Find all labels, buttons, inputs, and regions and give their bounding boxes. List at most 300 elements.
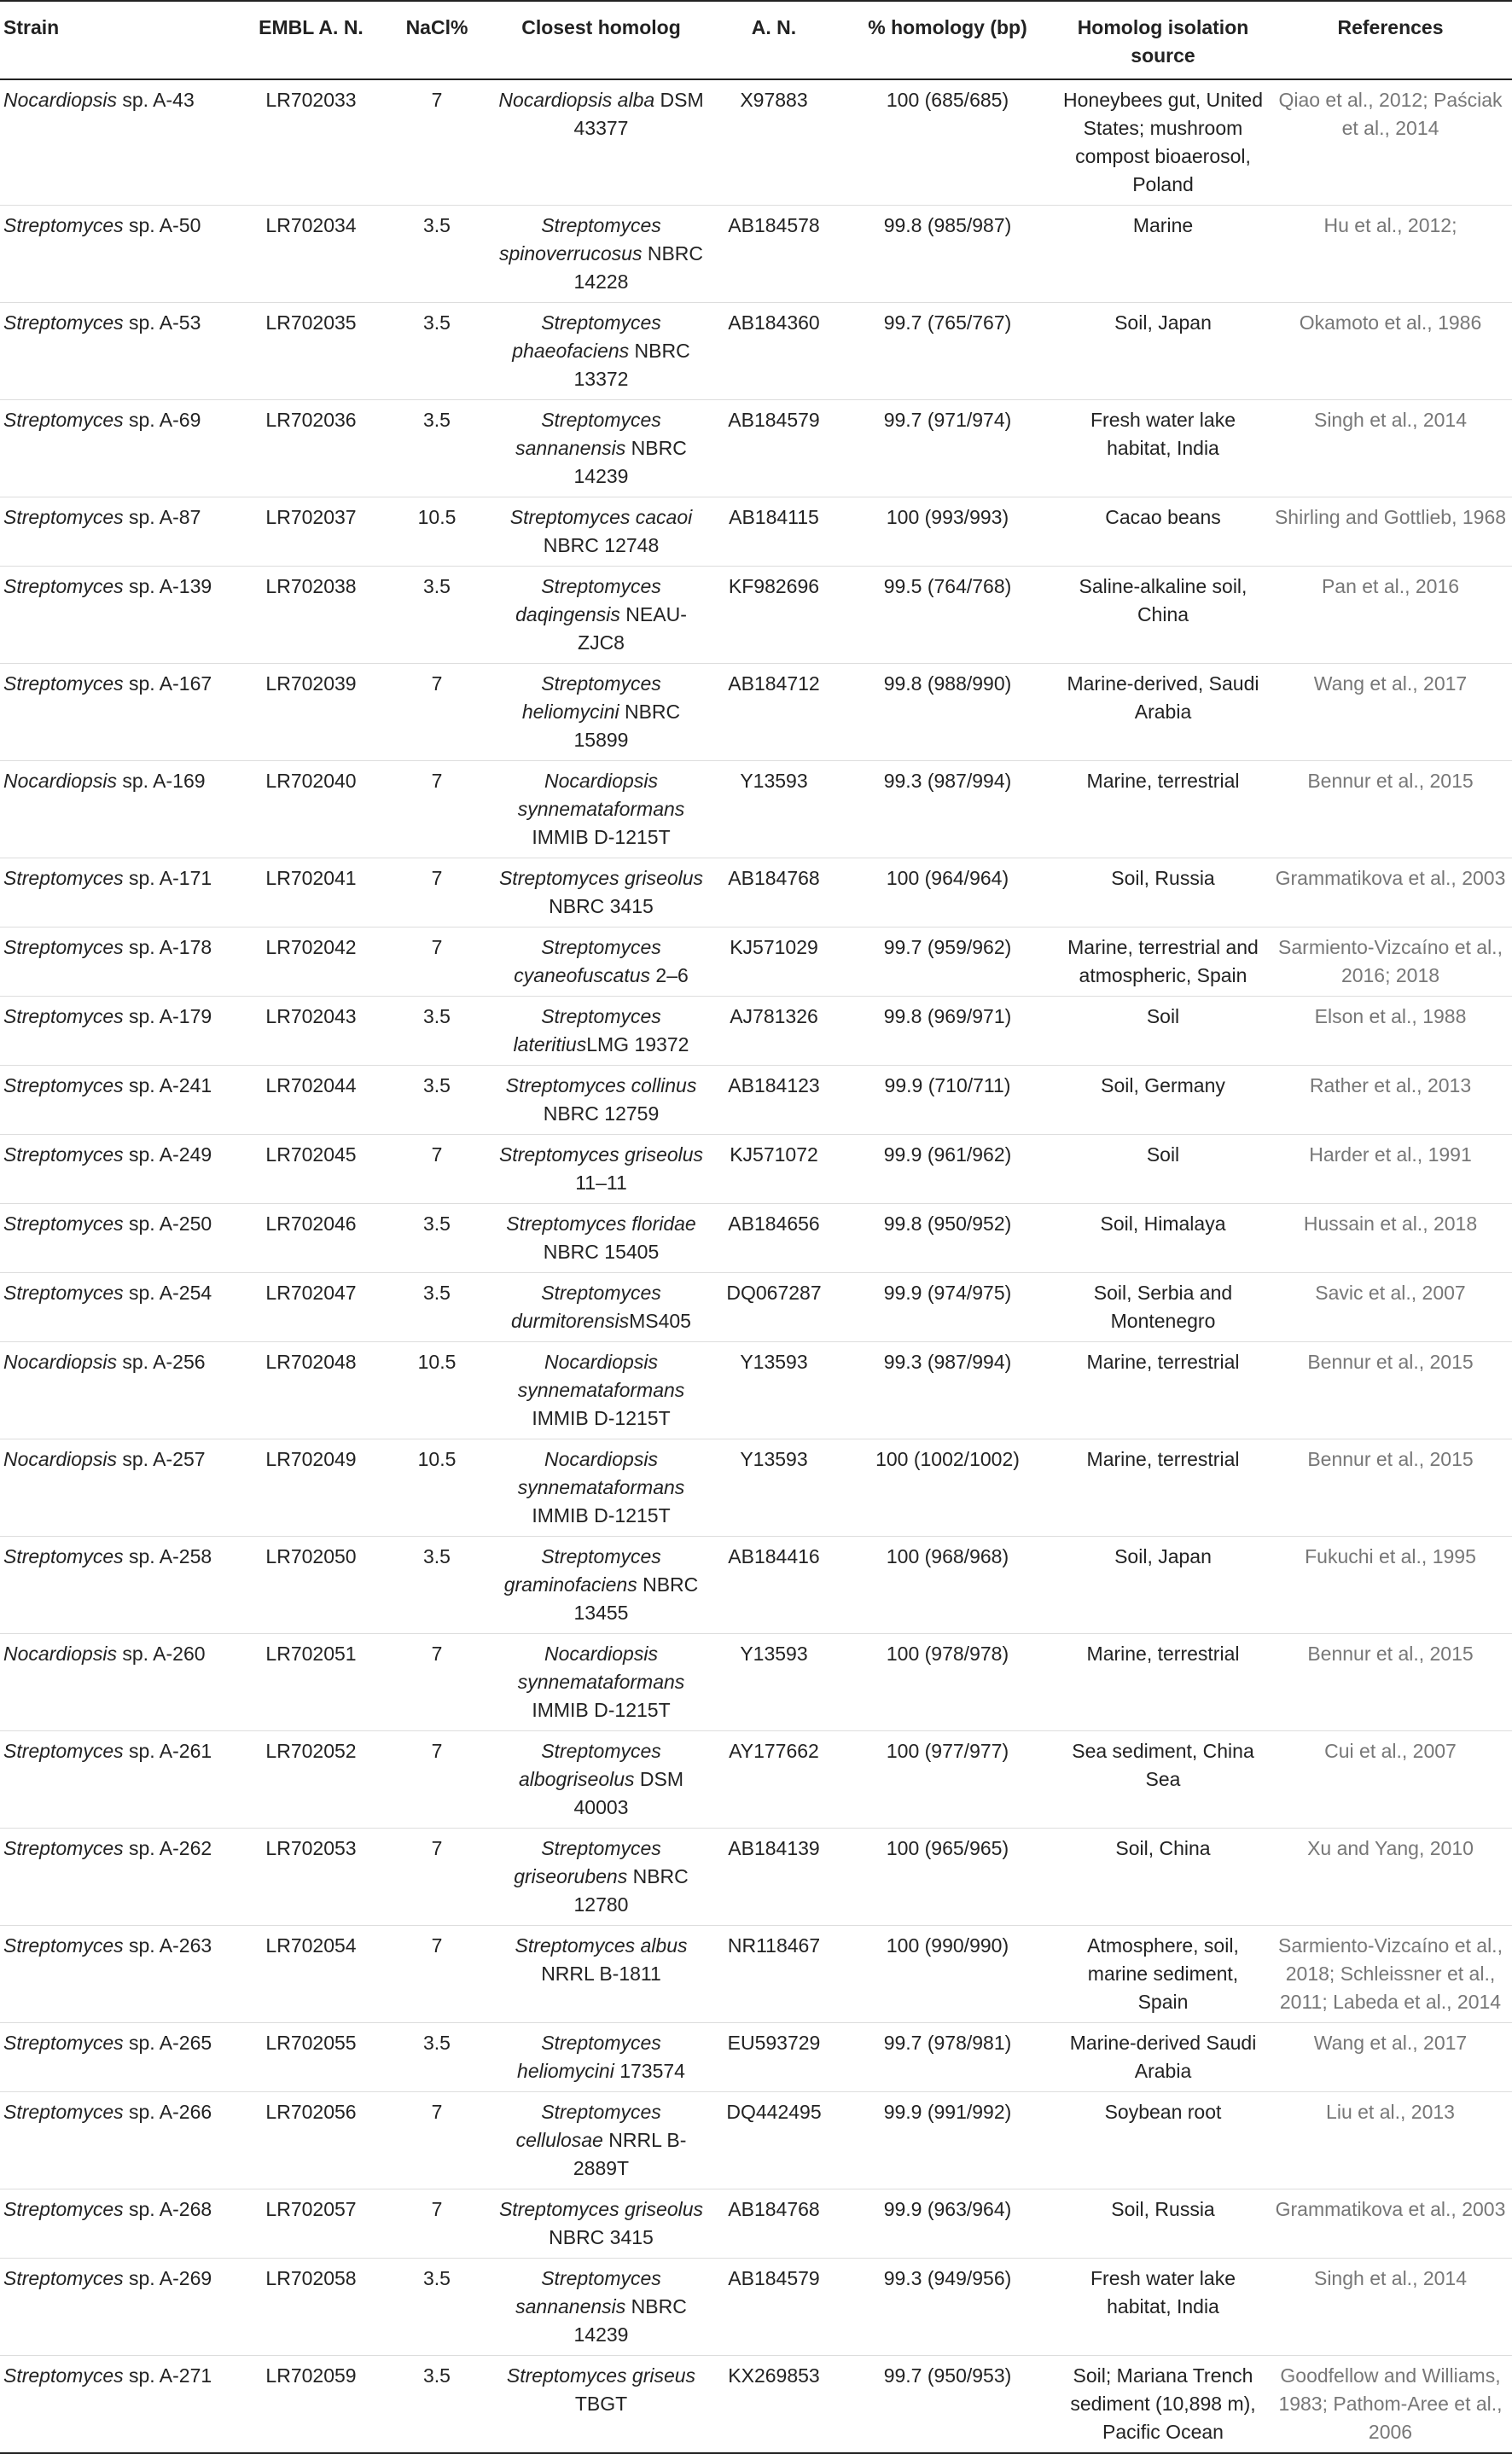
homolog-species: Streptomyces lateritius (513, 1005, 661, 1055)
table-row (0, 858, 1512, 928)
isolation-source: Soil, Germany (1101, 1074, 1225, 1096)
isolation-source: Soil (1146, 1143, 1180, 1166)
accession-cell (710, 997, 838, 1066)
reference-link: Bennur et al., 2015 (1307, 770, 1474, 792)
homolog-strain: NBRC 12759 (543, 1102, 660, 1125)
homolog-strain: NBRC 14239 (573, 437, 687, 487)
homolog-accession: AB184115 (729, 506, 819, 528)
strain-id: sp. A-171 (123, 867, 212, 889)
nacl-cell (381, 1273, 492, 1342)
reference-cell (1269, 303, 1512, 400)
homolog-species: Nocardiopsis synnemataformans (517, 1448, 685, 1498)
homolog-accession: AB184768 (728, 867, 820, 889)
nacl-value: 7 (431, 1837, 443, 1859)
nacl-cell (381, 1135, 492, 1204)
homology-cell (838, 1135, 1057, 1204)
homology-value: 100 (1002/1002) (875, 1448, 1020, 1470)
isolation-source: Soil, Japan (1114, 1545, 1212, 1567)
strain-genus: Streptomyces (3, 1545, 124, 1567)
homolog-accession: AB184712 (728, 672, 820, 695)
homolog-species: Streptomyces heliomycini (521, 672, 661, 723)
embl-accession: LR702050 (265, 1545, 357, 1567)
accession-cell (710, 1066, 838, 1135)
embl-cell (241, 2259, 381, 2356)
homolog-species: Streptomyces griseorubens (514, 1837, 661, 1887)
source-cell (1057, 2356, 1269, 2454)
homology-cell (838, 1731, 1057, 1829)
homolog-cell (492, 1066, 710, 1135)
homology-value: 100 (978/978) (886, 1643, 1009, 1665)
homolog-strain: IMMIB D-1215T (532, 826, 671, 848)
reference-cell (1269, 1537, 1512, 1634)
homolog-strain: NBRC 13455 (573, 1573, 699, 1624)
source-cell (1057, 928, 1269, 997)
reference-link: Fukuchi et al., 1995 (1305, 1545, 1476, 1567)
strain-cell (0, 1135, 241, 1204)
homology-value: 99.7 (978/981) (883, 2032, 1012, 2054)
reference-cell (1269, 1829, 1512, 1926)
embl-accession: LR702049 (265, 1448, 357, 1470)
homolog-accession: AB184360 (728, 311, 820, 334)
reference-cell (1269, 497, 1512, 567)
homolog-cell (492, 1342, 710, 1439)
accession-cell (710, 79, 838, 206)
homolog-accession: KF982696 (728, 575, 820, 597)
strain-cell (0, 858, 241, 928)
strain-cell (0, 664, 241, 761)
isolation-source: Atmosphere, soil, marine sediment, Spain (1087, 1934, 1239, 2013)
nacl-value: 7 (431, 1934, 443, 1957)
reference-link: Wang et al., 2017 (1313, 672, 1468, 695)
nacl-value: 10.5 (417, 1351, 457, 1373)
reference-cell (1269, 2023, 1512, 2092)
reference-link: Rather et al., 2013 (1309, 1074, 1472, 1096)
homolog-strain: IMMIB D-1215T (532, 1699, 671, 1721)
accession-cell (710, 567, 838, 664)
homolog-accession: DQ442495 (726, 2101, 822, 2123)
strain-id: sp. A-257 (116, 1448, 206, 1470)
homology-value: 99.7 (971/974) (883, 409, 1012, 431)
homology-cell (838, 664, 1057, 761)
homolog-strain: NBRC 3415 (549, 895, 654, 917)
nacl-cell (381, 1634, 492, 1731)
homolog-species: Streptomyces collinus (505, 1074, 697, 1096)
homolog-cell (492, 2023, 710, 2092)
homolog-species: Streptomyces cyaneofuscatus (514, 936, 661, 986)
strain-genus: Streptomyces (3, 1934, 124, 1957)
embl-cell (241, 303, 381, 400)
nacl-value: 7 (431, 1740, 443, 1762)
accession-cell (710, 497, 838, 567)
header-homology: % homology (bp) (838, 1, 1057, 79)
embl-cell (241, 1273, 381, 1342)
homolog-species: Streptomyces albogriseolus (518, 1740, 661, 1790)
strain-id: sp. A-167 (123, 672, 212, 695)
strain-cell (0, 928, 241, 997)
strain-genus: Streptomyces (3, 1212, 124, 1235)
reference-link: Bennur et al., 2015 (1307, 1448, 1474, 1470)
homolog-cell (492, 1273, 710, 1342)
embl-accession: LR702046 (265, 1212, 357, 1235)
nacl-cell (381, 1731, 492, 1829)
homolog-accession: KJ571072 (730, 1143, 818, 1166)
accession-cell (710, 664, 838, 761)
reference-cell (1269, 2356, 1512, 2454)
embl-accession: LR702051 (265, 1643, 357, 1665)
homolog-accession: EU593729 (727, 2032, 821, 2054)
isolation-source: Soil (1146, 1005, 1180, 1027)
reference-link: Elson et al., 1988 (1314, 1005, 1467, 1027)
homolog-species: Streptomyces griseolus (498, 867, 704, 889)
embl-cell (241, 1926, 381, 2023)
table-row (0, 303, 1512, 400)
nacl-cell (381, 997, 492, 1066)
homolog-accession: Y13593 (740, 1351, 808, 1373)
homolog-accession: Y13593 (740, 1643, 808, 1665)
source-cell (1057, 1634, 1269, 1731)
homology-value: 99.8 (985/987) (883, 214, 1012, 236)
embl-accession: LR702055 (265, 2032, 357, 2054)
nacl-cell (381, 858, 492, 928)
accession-cell (710, 1829, 838, 1926)
homolog-cell (492, 1926, 710, 2023)
strain-cell (0, 761, 241, 858)
homolog-strain: NBRC 15405 (543, 1241, 660, 1263)
nacl-value: 7 (431, 867, 443, 889)
strain-cell (0, 206, 241, 303)
reference-cell (1269, 664, 1512, 761)
homolog-cell (492, 400, 710, 497)
homology-cell (838, 1204, 1057, 1273)
source-cell (1057, 1537, 1269, 1634)
header-isolation-source: Homolog isolation source (1057, 1, 1269, 79)
reference-link: Savic et al., 2007 (1315, 1282, 1466, 1304)
embl-cell (241, 858, 381, 928)
reference-cell (1269, 1926, 1512, 2023)
reference-link: Grammatikova et al., 2003 (1275, 867, 1506, 889)
homolog-accession: Y13593 (740, 1448, 808, 1470)
accession-cell (710, 928, 838, 997)
homology-cell (838, 206, 1057, 303)
homology-value: 99.3 (987/994) (883, 770, 1012, 792)
strain-id: sp. A-43 (116, 89, 195, 111)
reference-link: Liu et al., 2013 (1326, 2101, 1455, 2123)
embl-accession: LR702057 (265, 2198, 357, 2220)
strain-cell (0, 2092, 241, 2189)
strain-id: sp. A-263 (123, 1934, 212, 1957)
embl-cell (241, 206, 381, 303)
embl-cell (241, 1066, 381, 1135)
table-row (0, 1204, 1512, 1273)
table-row (0, 400, 1512, 497)
reference-cell (1269, 1731, 1512, 1829)
header-strain: Strain (0, 1, 241, 79)
accession-cell (710, 1634, 838, 1731)
embl-cell (241, 2356, 381, 2454)
table-row (0, 1273, 1512, 1342)
isolation-source: Honeybees gut, United States; mushroom compost bioaerosol, Poland (1063, 89, 1263, 195)
homology-cell (838, 1273, 1057, 1342)
homolog-cell (492, 1537, 710, 1634)
strain-genus: Nocardiopsis (3, 1351, 117, 1373)
homology-value: 100 (965/965) (886, 1837, 1009, 1859)
homolog-strain: DSM 43377 (573, 89, 704, 139)
reference-link: Cui et al., 2007 (1324, 1740, 1457, 1762)
homolog-species: Nocardiopsis synnemataformans (517, 1351, 685, 1401)
reference-cell (1269, 997, 1512, 1066)
homology-cell (838, 761, 1057, 858)
nacl-value: 3.5 (423, 2032, 451, 2054)
embl-cell (241, 664, 381, 761)
homology-value: 99.7 (765/767) (883, 311, 1012, 334)
isolation-source: Soil, China (1115, 1837, 1211, 1859)
table-row (0, 1926, 1512, 2023)
embl-accession: LR702041 (265, 867, 357, 889)
homolog-strain: NRRL B-1811 (541, 1963, 661, 1985)
nacl-cell (381, 567, 492, 664)
homolog-cell (492, 928, 710, 997)
homolog-cell (492, 2092, 710, 2189)
strain-id: sp. A-258 (123, 1545, 212, 1567)
isolation-source: Marine, terrestrial (1086, 1643, 1240, 1665)
strain-genus: Nocardiopsis (3, 770, 117, 792)
embl-cell (241, 1135, 381, 1204)
nacl-value: 3.5 (423, 2267, 451, 2289)
source-cell (1057, 2259, 1269, 2356)
homology-value: 99.8 (950/952) (883, 1212, 1012, 1235)
homolog-cell (492, 2356, 710, 2454)
embl-cell (241, 2023, 381, 2092)
homology-value: 99.7 (959/962) (883, 936, 1012, 958)
reference-cell (1269, 761, 1512, 858)
isolation-source: Soil; Mariana Trench sediment (10,898 m), Pacific Ocean (1070, 2364, 1256, 2443)
homology-cell (838, 1537, 1057, 1634)
accession-cell (710, 2092, 838, 2189)
nacl-cell (381, 664, 492, 761)
header-accession: A. N. (710, 1, 838, 79)
homology-value: 99.7 (950/953) (883, 2364, 1012, 2387)
table-row (0, 997, 1512, 1066)
header-references: References (1269, 1, 1512, 79)
strain-genus: Streptomyces (3, 867, 124, 889)
embl-accession: LR702056 (265, 2101, 357, 2123)
homolog-species: Streptomyces cellulosae (515, 2101, 661, 2151)
homolog-cell (492, 761, 710, 858)
embl-cell (241, 1634, 381, 1731)
accession-cell (710, 761, 838, 858)
reference-link: Bennur et al., 2015 (1307, 1351, 1474, 1373)
source-cell (1057, 400, 1269, 497)
homolog-accession: AB184578 (728, 214, 820, 236)
nacl-value: 7 (431, 2101, 443, 2123)
homology-cell (838, 79, 1057, 206)
strain-cell (0, 2189, 241, 2259)
homolog-strain: MS405 (629, 1310, 691, 1332)
table-row (0, 1135, 1512, 1204)
source-cell (1057, 497, 1269, 567)
homology-cell (838, 1342, 1057, 1439)
table-row (0, 2092, 1512, 2189)
reference-link: Singh et al., 2014 (1313, 409, 1468, 431)
strain-id: sp. A-241 (123, 1074, 212, 1096)
accession-cell (710, 1273, 838, 1342)
homolog-strain: LMG 19372 (586, 1033, 689, 1055)
isolation-source: Fresh water lake habitat, India (1090, 2267, 1236, 2317)
reference-cell (1269, 567, 1512, 664)
embl-cell (241, 400, 381, 497)
embl-accession: LR702033 (265, 89, 357, 111)
homolog-strain: NBRC 12748 (543, 534, 660, 556)
embl-accession: LR702040 (265, 770, 357, 792)
reference-link: Harder et al., 1991 (1309, 1143, 1472, 1166)
homolog-strain: NBRC 14239 (573, 2295, 687, 2346)
reference-link: Sarmiento-Vizcaíno et al., 2018; Schleissner et al., 2011; Labeda et al., 2014 (1278, 1934, 1503, 2013)
table-row (0, 1731, 1512, 1829)
source-cell (1057, 997, 1269, 1066)
header-embl: EMBL A. N. (241, 1, 381, 79)
strain-id: sp. A-268 (123, 2198, 212, 2220)
homology-cell (838, 2356, 1057, 2454)
nacl-value: 10.5 (417, 1448, 457, 1470)
table-row (0, 1066, 1512, 1135)
reference-cell (1269, 79, 1512, 206)
nacl-value: 7 (431, 89, 443, 111)
homology-cell (838, 1066, 1057, 1135)
embl-cell (241, 497, 381, 567)
homolog-species: Streptomyces sannanensis (515, 2267, 661, 2317)
homolog-strain: IMMIB D-1215T (532, 1504, 671, 1526)
homolog-species: Streptomyces daqingensis (515, 575, 661, 625)
accession-cell (710, 858, 838, 928)
homolog-strain: 2–6 (650, 964, 689, 986)
isolation-source: Soil, Serbia and Montenegro (1093, 1282, 1233, 1332)
nacl-cell (381, 2189, 492, 2259)
embl-cell (241, 997, 381, 1066)
homology-value: 100 (977/977) (886, 1740, 1009, 1762)
embl-cell (241, 567, 381, 664)
homolog-strain: 11–11 (575, 1172, 627, 1194)
homolog-accession: AB184416 (728, 1545, 820, 1567)
strain-cell (0, 1066, 241, 1135)
source-cell (1057, 79, 1269, 206)
homology-cell (838, 303, 1057, 400)
table-row (0, 2356, 1512, 2454)
embl-accession: LR702045 (265, 1143, 357, 1166)
homolog-cell (492, 1439, 710, 1537)
strain-id: sp. A-50 (123, 214, 201, 236)
homolog-species: Streptomyces graminofaciens (503, 1545, 661, 1596)
strain-id: sp. A-265 (123, 2032, 212, 2054)
nacl-cell (381, 1066, 492, 1135)
accession-cell (710, 1731, 838, 1829)
strain-genus: Streptomyces (3, 506, 124, 528)
reference-link: Bennur et al., 2015 (1307, 1643, 1474, 1665)
embl-accession: LR702034 (265, 214, 357, 236)
homolog-species: Streptomyces albus (515, 1934, 688, 1957)
header-nacl: NaCl% (381, 1, 492, 79)
strain-genus: Nocardiopsis (3, 1448, 117, 1470)
nacl-value: 3.5 (423, 1005, 451, 1027)
embl-accession: LR702054 (265, 1934, 357, 1957)
source-cell (1057, 761, 1269, 858)
nacl-cell (381, 2092, 492, 2189)
homolog-accession: AB184579 (728, 409, 820, 431)
homolog-strain: NEAU-ZJC8 (578, 603, 687, 654)
strain-cell (0, 2259, 241, 2356)
nacl-cell (381, 79, 492, 206)
homology-cell (838, 2189, 1057, 2259)
strain-id: sp. A-178 (123, 936, 212, 958)
homology-value: 99.9 (991/992) (883, 2101, 1012, 2123)
source-cell (1057, 1273, 1269, 1342)
homolog-species: Streptomyces sannanensis (515, 409, 661, 459)
homolog-cell (492, 1634, 710, 1731)
reference-cell (1269, 2189, 1512, 2259)
homolog-accession: AB184123 (728, 1074, 820, 1096)
nacl-cell (381, 206, 492, 303)
isolation-source: Sea sediment, China Sea (1072, 1740, 1254, 1790)
homolog-cell (492, 1731, 710, 1829)
nacl-value: 7 (431, 770, 443, 792)
isolation-source: Soil, Japan (1114, 311, 1212, 334)
strain-cell (0, 567, 241, 664)
embl-cell (241, 761, 381, 858)
nacl-cell (381, 1342, 492, 1439)
homolog-cell (492, 567, 710, 664)
homolog-accession: AB184139 (728, 1837, 820, 1859)
reference-cell (1269, 858, 1512, 928)
homolog-cell (492, 858, 710, 928)
homology-cell (838, 997, 1057, 1066)
nacl-value: 3.5 (423, 214, 451, 236)
nacl-cell (381, 1829, 492, 1926)
table-row (0, 206, 1512, 303)
embl-cell (241, 1829, 381, 1926)
embl-cell (241, 1439, 381, 1537)
nacl-cell (381, 497, 492, 567)
isolation-source: Fresh water lake habitat, India (1090, 409, 1236, 459)
embl-accession: LR702047 (265, 1282, 357, 1304)
homolog-strain: NBRC 12780 (573, 1865, 689, 1916)
reference-cell (1269, 206, 1512, 303)
embl-cell (241, 1342, 381, 1439)
strain-genus: Streptomyces (3, 2267, 124, 2289)
homolog-accession: X97883 (740, 89, 808, 111)
homolog-accession: KX269853 (728, 2364, 820, 2387)
homolog-species: Nocardiopsis alba (498, 89, 655, 111)
table-row (0, 79, 1512, 206)
homology-cell (838, 2092, 1057, 2189)
homology-cell (838, 497, 1057, 567)
homology-cell (838, 2259, 1057, 2356)
nacl-value: 3.5 (423, 1212, 451, 1235)
accession-cell (710, 2259, 838, 2356)
homolog-species: Streptomyces heliomycini (517, 2032, 661, 2082)
reference-link: Shirling and Gottlieb, 1968 (1274, 506, 1507, 528)
table-body (0, 79, 1512, 2453)
homology-value: 100 (964/964) (886, 867, 1009, 889)
strain-id: sp. A-260 (116, 1643, 206, 1665)
nacl-value: 3.5 (423, 1545, 451, 1567)
strain-cell (0, 400, 241, 497)
homolog-cell (492, 1829, 710, 1926)
strain-id: sp. A-261 (123, 1740, 212, 1762)
homolog-species: Streptomyces spinoverrucosus (498, 214, 661, 265)
reference-link: Xu and Yang, 2010 (1307, 1837, 1474, 1859)
homolog-species: Streptomyces durmitorensis (511, 1282, 661, 1332)
source-cell (1057, 1731, 1269, 1829)
strain-id: sp. A-249 (123, 1143, 212, 1166)
